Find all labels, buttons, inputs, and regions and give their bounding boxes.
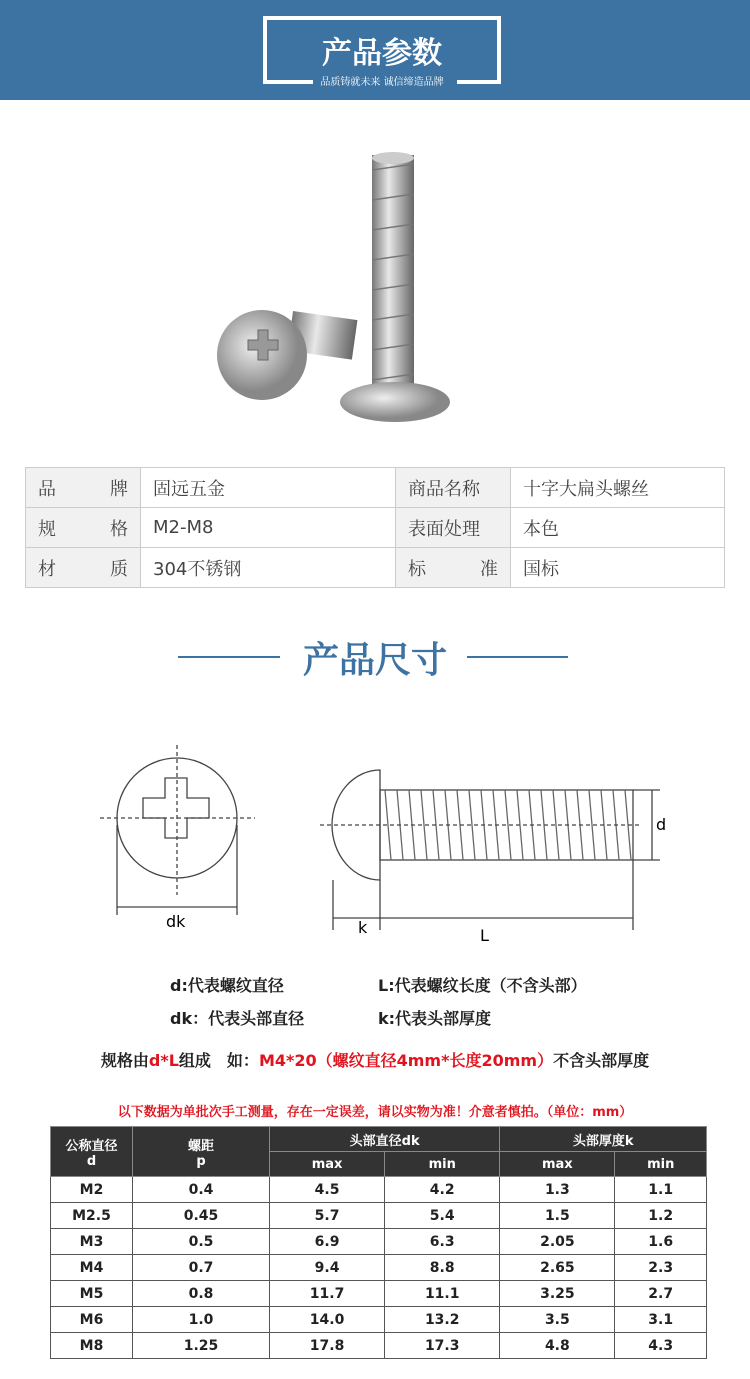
- section-title: 产品尺寸: [302, 640, 447, 681]
- table-cell: 2.05: [500, 1229, 615, 1255]
- spec-example: 规格由d*L组成 如：M4*20（螺纹直径4mm*长度20mm）不含头部厚度: [100, 1051, 650, 1070]
- table-cell: M2.5: [51, 1203, 133, 1229]
- table-cell: M5: [51, 1281, 133, 1307]
- measurement-note: 以下数据为单批次手工测量，存在一定误差，请以实物为准！介意者慎拍。（单位：mm）: [117, 1105, 633, 1120]
- table-row: 品 牌 固远五金 商品名称 十字大扁头螺丝: [26, 468, 725, 508]
- table-cell: 0.7: [133, 1255, 270, 1281]
- table-cell: 3.1: [615, 1307, 707, 1333]
- section-title: 产品参数: [322, 36, 442, 71]
- table-cell: 9.4: [270, 1255, 385, 1281]
- dk-label: dk: [166, 912, 186, 931]
- table-cell: 0.8: [133, 1281, 270, 1307]
- table-cell: 1.3: [500, 1177, 615, 1203]
- legend-L: L:代表螺纹长度（不含头部）: [378, 976, 587, 995]
- table-cell: 17.3: [385, 1333, 500, 1359]
- table-cell: 3.5: [500, 1307, 615, 1333]
- dimension-diagram: [0, 735, 750, 950]
- table-cell: 13.2: [385, 1307, 500, 1333]
- table-cell: 17.8: [270, 1333, 385, 1359]
- table-cell: 3.25: [500, 1281, 615, 1307]
- k-label: k: [358, 918, 368, 937]
- table-cell: 1.2: [615, 1203, 707, 1229]
- table-cell: 2.65: [500, 1255, 615, 1281]
- table-cell: 11.7: [270, 1281, 385, 1307]
- table-cell: 4.2: [385, 1177, 500, 1203]
- table-cell: 0.5: [133, 1229, 270, 1255]
- table-row: [51, 1255, 707, 1281]
- table-cell: 2.3: [615, 1255, 707, 1281]
- table-cell: 2.7: [615, 1281, 707, 1307]
- table-row: 规 格 M2-M8 表面处理 本色: [26, 508, 725, 548]
- table-row: [51, 1307, 707, 1333]
- table-row: [51, 1203, 707, 1229]
- L-label: L: [480, 926, 489, 945]
- d-label: d: [656, 815, 667, 834]
- table-cell: 1.25: [133, 1333, 270, 1359]
- table-cell: 11.1: [385, 1281, 500, 1307]
- table-cell: 8.8: [385, 1255, 500, 1281]
- spec-table: [25, 467, 725, 588]
- table-cell: 1.6: [615, 1229, 707, 1255]
- table-cell: 5.7: [270, 1203, 385, 1229]
- table-cell: 1.1: [615, 1177, 707, 1203]
- table-cell: 1.0: [133, 1307, 270, 1333]
- table-cell: 6.3: [385, 1229, 500, 1255]
- table-cell: 5.4: [385, 1203, 500, 1229]
- table-cell: 4.3: [615, 1333, 707, 1359]
- table-cell: 6.9: [270, 1229, 385, 1255]
- table-row: [51, 1229, 707, 1255]
- table-cell: 0.4: [133, 1177, 270, 1203]
- table-cell: M8: [51, 1333, 133, 1359]
- legend-k: k:代表头部厚度: [378, 1009, 492, 1028]
- table-row: [51, 1281, 707, 1307]
- table-cell: 4.5: [270, 1177, 385, 1203]
- table-cell: 1.5: [500, 1203, 615, 1229]
- dimension-table: 公称直径 d 螺距 p 头部直径dk 头部厚度k max min max min M2 0.4 4.5 4.2 1.3 1.1 M2.5 0.45 5.7 5.4 1.5 1.2 M3 0.5 6.9 6.3 2.05 1.6 M4 0.7 9.4 8.8 2.65 2.3 M5 0.8 11.7 11.1 3.25 2.7 M6 1.0 14.0 13.2 3.5 3.1 M8 1.25 17.8 17.3 4.8 4.3: [50, 1126, 707, 1359]
- table-cell: 4.8: [500, 1333, 615, 1359]
- table-row: [51, 1333, 707, 1359]
- table-cell: M6: [51, 1307, 133, 1333]
- table-row: 材 质 304不锈钢 标 准 国标: [26, 548, 725, 588]
- table-row: [51, 1177, 707, 1203]
- table-cell: M2: [51, 1177, 133, 1203]
- table-cell: M3: [51, 1229, 133, 1255]
- legend-dk: dk：代表头部直径: [170, 1009, 305, 1028]
- section-subtitle: 品质铸就未来 诚信缔造品牌: [320, 77, 444, 88]
- legend-d: d:代表螺纹直径: [170, 976, 284, 995]
- table-cell: 0.45: [133, 1203, 270, 1229]
- table-cell: 14.0: [270, 1307, 385, 1333]
- table-cell: M4: [51, 1255, 133, 1281]
- product-photo: [200, 140, 500, 460]
